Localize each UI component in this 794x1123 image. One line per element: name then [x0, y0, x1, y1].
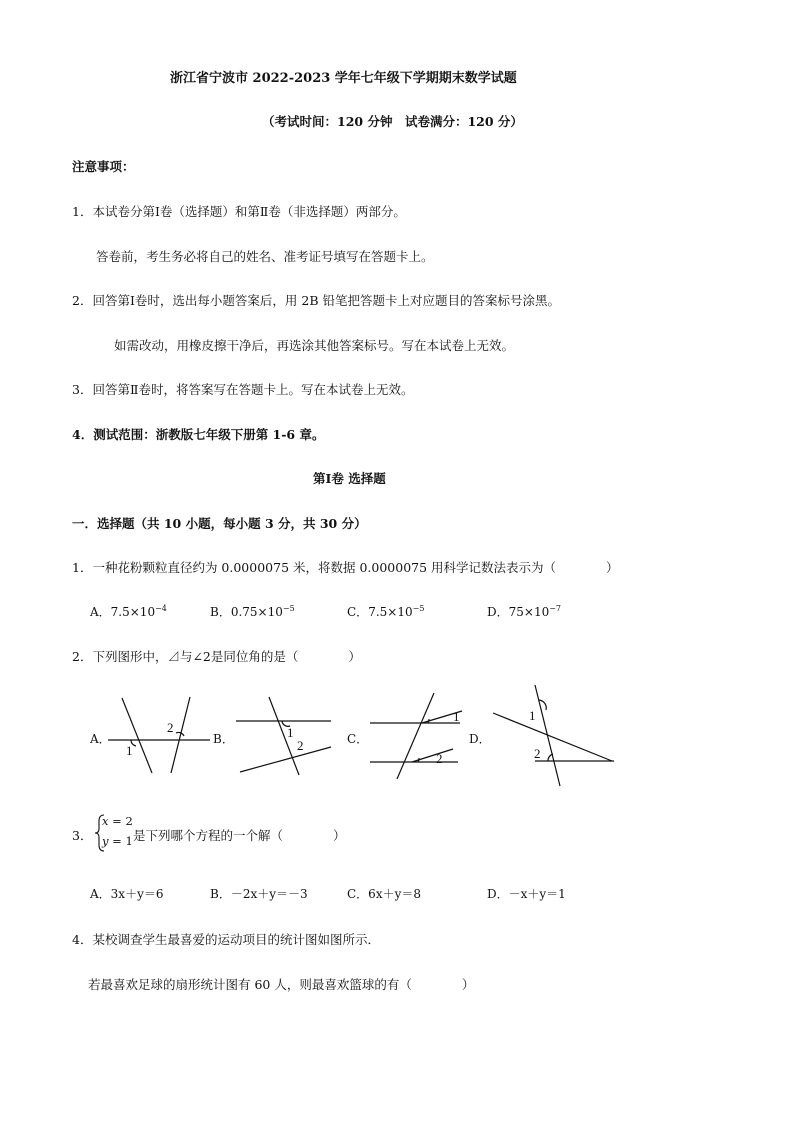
q4-stem-line-2: 若最喜欢足球的扇形统计图有 60 人，则最喜欢篮球的有（ ）: [88, 977, 475, 992]
q2-fig-d-angle-2: 2: [534, 746, 541, 761]
notice-item-1-cont: 答卷前，考生务必将自己的姓名、准考证号填写在答题卡上。: [96, 249, 434, 264]
q1-option-d[interactable]: D．$75\times 10^{-7}$: [487, 604, 562, 619]
q3-option-b[interactable]: B．－2x＋y＝－3: [210, 887, 308, 901]
q2-stem: 2．下列图形中，⊿与∠2是同位角的是（ ）: [72, 649, 361, 664]
q3-system-line-2: y = 1: [102, 834, 133, 848]
q2-option-d-label[interactable]: D．: [469, 732, 491, 746]
exam-title: 浙江省宁波市 2022-2023 学年七年级下学期期末数学试题: [170, 71, 517, 86]
q2-figure-b: [236, 697, 331, 775]
q3-option-c[interactable]: C．6x＋y＝8: [347, 887, 421, 901]
part1-title: 第Ⅰ卷 选择题: [313, 471, 386, 486]
notice-item-1: 1．本试卷分第Ⅰ卷（选择题）和第Ⅱ卷（非选择题）两部分。: [72, 204, 406, 219]
q4-stem: 4．某校调查学生最喜爱的运动项目的统计图如图所示．: [72, 932, 380, 947]
q2-figure-d: [493, 685, 614, 786]
notice-heading: 注意事项：: [72, 159, 135, 174]
q2-figure-a: [108, 697, 210, 773]
q2-option-a-label[interactable]: A．: [90, 732, 111, 746]
notice-item-2: 2．回答第Ⅰ卷时，选出每小题答案后，用 2B 铅笔把答题卡上对应题目的答案标号涂黑。: [72, 293, 560, 308]
exam-subtitle: （考试时间：120 分钟 试卷满分：120 分）: [262, 114, 523, 129]
q3-system-line-1: x = 2: [102, 814, 133, 828]
q2-fig-c-angle-2: 2: [436, 751, 443, 766]
q2-fig-a-angle-1: 1: [126, 743, 133, 758]
q1-stem: 1．一种花粉颗粒直径约为 0.0000075 米，将数据 0.0000075 用科学记数法表示为（ ）: [72, 560, 619, 575]
q1-option-b[interactable]: B．$0.75\times 10^{-5}$: [210, 604, 295, 619]
q3-option-a[interactable]: A．3x＋y＝6: [90, 887, 164, 901]
q2-option-c-label[interactable]: C．: [347, 732, 369, 746]
q2-figure-c: [370, 693, 462, 779]
q3-stem: 是下列哪个方程的一个解（ ）: [133, 828, 346, 843]
q3-option-d[interactable]: D．－x＋y＝1: [487, 887, 566, 901]
q1-option-c[interactable]: C．$7.5\times 10^{-5}$: [347, 604, 425, 619]
notice-item-2-cont: 如需改动，用橡皮擦干净后，再选涂其他答案标号。写在本试卷上无效。: [114, 338, 515, 353]
notice-item-3: 3．回答第Ⅱ卷时，将答案写在答题卡上。写在本试卷上无效。: [72, 382, 414, 397]
q2-option-b-label[interactable]: B．: [213, 732, 234, 746]
q3-number: 3．: [72, 828, 93, 843]
q2-fig-a-angle-2: 2: [167, 720, 174, 735]
q2-fig-b-angle-1: 1: [287, 725, 294, 740]
q1-option-a[interactable]: A．$7.5\times 10^{-4}$: [90, 604, 167, 619]
q2-fig-b-angle-2: 2: [297, 738, 304, 753]
section-heading: 一．选择题（共 10 小题，每小题 3 分，共 30 分）: [72, 516, 367, 531]
q2-fig-d-angle-1: 1: [529, 708, 536, 723]
q2-fig-c-angle-1: 1: [453, 709, 460, 724]
notice-item-4: 4．测试范围：浙教版七年级下册第 1-6 章。: [72, 427, 325, 442]
